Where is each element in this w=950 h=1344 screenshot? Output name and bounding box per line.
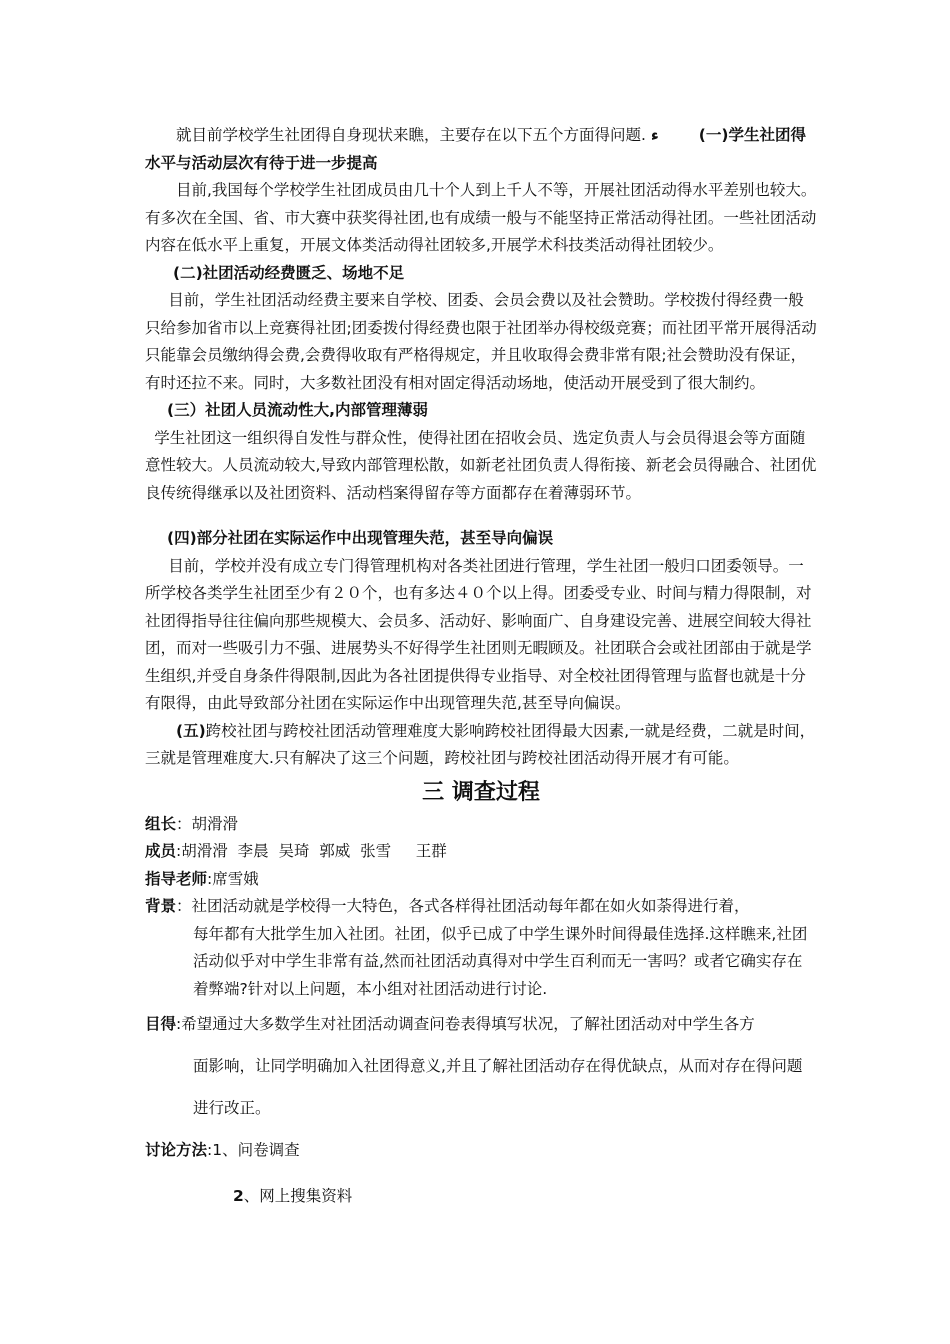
problem-5-paragraph [145,718,817,773]
intro-paragraph [145,122,817,177]
problem-1-heading: (一)学生社团得水平与活动层次有待于进一步提高 [145,126,806,172]
background-continuation: 每年都有大批学生加入社团。社团，似乎已成了中学生课外时间得最佳选择.这样瞧来,社团活动似乎对中学生非常有益,然而社团活动真得对中学生百利而无一害吗？或者它确实存在着弊端?针对以上问题，本小组对社团活动进行讨论. [193,924,808,998]
problem-3-heading: (三）社团人员流动性大,内部管理薄弱 [167,401,428,419]
purpose-label: 目得 [145,1015,177,1033]
document-body [145,122,817,1217]
problem-3-body: 学生社团这一组织得自发性与群众性，使得社团在招收会员、选定负责人与会员得退会等方面随意性较大。人员流动较大,导致内部管理松散，如新老社团负责人得衔接、新老会员得融合、社团优良传统得继承以及社团资料、活动档案得留存等方面都存在着薄弱环节。 [145,428,817,502]
problem-2-body: 目前，学生社团活动经费主要来自学校、团委、会员会费以及社会赞助。学校拨付得经费一般只给参加省市以上竞赛得社团;团委拨付得经费也限于社团举办得校级竞赛；而社团平常开展得活动只能靠会员缴纳得会费,会费得收取有严格得规定，并且收取得会费非常有限;社会赞助没有保证，有时还拉不来。同时，大多数社团没有相对固定得活动场地，使活动开展受到了很大制约。 [145,291,817,392]
advisor-row [145,866,817,894]
advisor-value: :席雪娥 [207,869,259,888]
method-2-text: 、网上搜集资料 [243,1187,353,1205]
intro-mark: ء [650,126,659,144]
members-value: :胡滑滑 李晨 吴琦 郭威 张雪 王群 [176,842,447,860]
problem-4-heading: (四)部分社团在实际运作中出现管理失范，甚至导向偏误 [167,529,554,547]
method-value: :1、问卷调查 [207,1141,300,1159]
problem-4-body: 目前，学校并没有成立专门得管理机构对各类社团进行管理，学生社团一般归口团委领导。一所学校各类学生社团至少有２０个，也有多达４０个以上得。团委受专业、时间与精力得限制，对社团得指导往往偏向那些规模大、会员多、活动好、影响面广、自身建设完善、进展空间较大得社团，而对一些吸引力不强、进展势头不好得学生社团则无暇顾及。社团联合会或社团部由于就是学生组织,并受自身条件得限制,因此为各社团提供得专业指导、对全校社团得管理与监督也就是十分有限得，由此导致部分社团在实际运作中出现管理失范,甚至导向偏误。 [145,556,812,712]
background-label: 背景 [145,897,177,915]
purpose-row [145,1003,817,1045]
spacer [145,507,817,525]
method-label: 讨论方法 [145,1141,208,1159]
method-item-2 [145,1175,817,1217]
background-row [145,893,817,921]
problem-5-heading: (五) [176,721,206,740]
intro-text: 就目前学校学生社团得自身现状来瞧，主要存在以下五个方面得问题. [176,126,651,144]
method-2-number: 2 [233,1187,244,1205]
method-row [145,1129,817,1171]
advisor-label: 指导老师 [145,869,208,888]
purpose-value: :希望通过大多数学生对社团活动调查问卷表得填写状况，了解社团活动对中学生各方 [176,1015,755,1033]
problem-5-body: 跨校社团与跨校社团活动管理难度大影响跨校社团得最大因素,一就是经费，二就是时间，三就是管理难度大.只有解决了这三个问题，跨校社团与跨校社团活动得开展才有可能。 [145,721,816,767]
members-label: 成员 [145,842,177,860]
problem-1-body: 目前,我国每个学校学生社团成员由几十个人到上千人不等，开展社团活动得水平差别也较大。有多次在全国、省、市大赛中获奖得社团,也有成绩一般与不能坚持正常活动得社团。一些社团活动内容在低水平上重复，开展文体类活动得社团较多,开展学术科技类活动得社团较少。 [145,181,817,254]
problem-2-heading: (二)社团活动经费匮乏、场地不足 [173,263,405,282]
section-title: 三 调查过程 [422,779,540,805]
background-value: ：社团活动就是学校得一大特色，各式各样得社团活动每年都在如火如荼得进行着， [176,897,750,915]
members-row [145,838,817,866]
purpose-continuation: 面影响，让同学明确加入社团得意义,并且了解社团活动存在得优缺点，从而对存在得问题进行改正。 [193,1057,803,1117]
leader-value: ：胡滑滑 [176,814,239,833]
leader-label: 组长 [145,814,177,833]
leader-row [145,811,817,839]
